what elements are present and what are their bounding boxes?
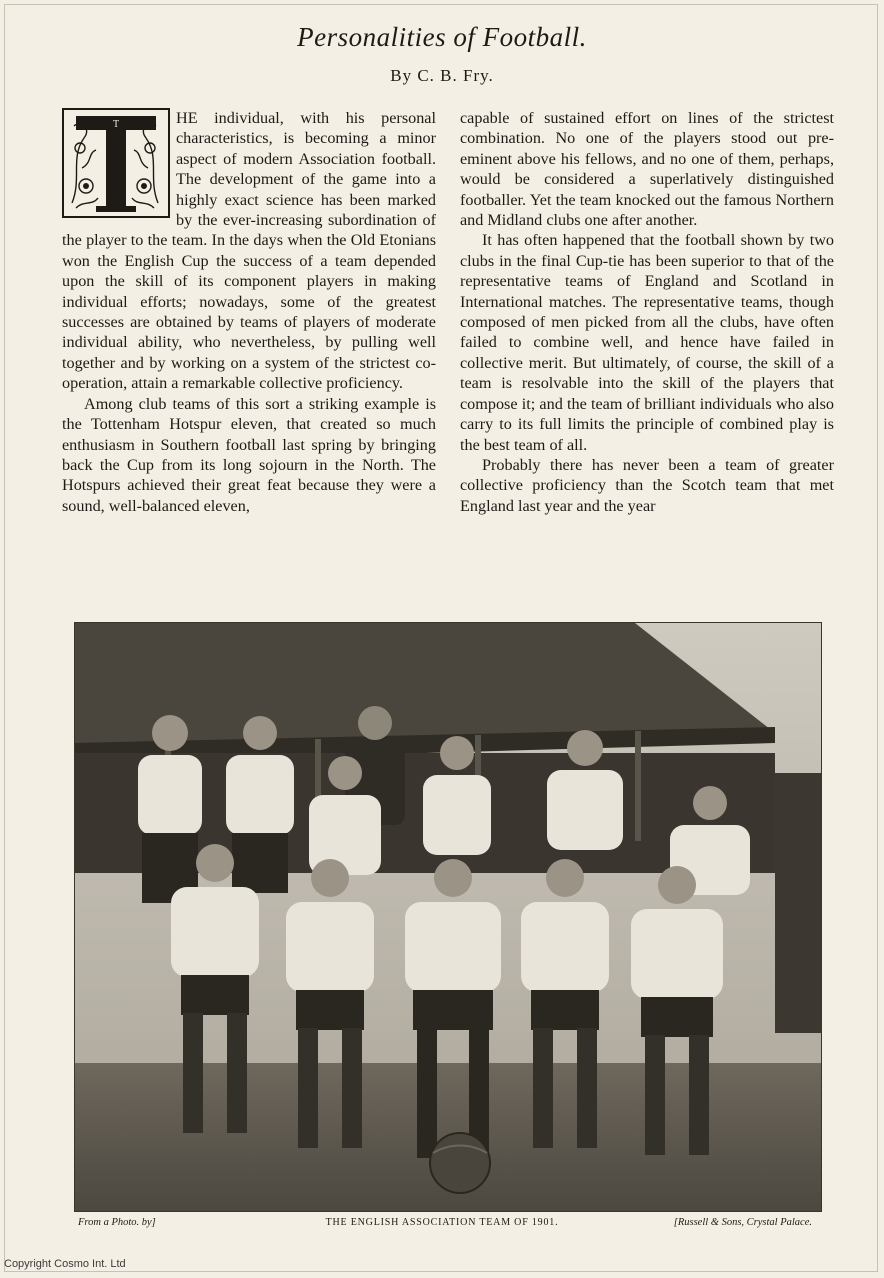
photo-credit-left: From a Photo. by] (78, 1217, 156, 1228)
article-title: Personalities of Football. (297, 22, 587, 52)
paragraph-3: capable of sustained effort on lines of the strictest combination. No one of the players stood out pre-eminent above his fellows, and no one of them, perhaps, would be considered a superlatively distinguished footballer. Yet the team knocked out the famous Northern and Midland clubs one after another. (460, 109, 834, 230)
photo-caption: THE ENGLISH ASSOCIATION TEAM OF 1901. (325, 1217, 559, 1228)
svg-text:T: T (112, 119, 120, 130)
team-photograph (74, 622, 822, 1212)
left-column (62, 108, 436, 516)
right-column (460, 108, 834, 516)
floral-initial-icon (62, 108, 170, 218)
paragraph-5: Probably there has never been a team of greater collective proficiency than the Scotch team that met England last year and the year (460, 455, 834, 515)
paragraph-2: Among club teams of this sort a striking example is the Tottenham Hotspur eleven, that created so much enthusiasm in Southern football last spring by bringing back the Cup from its long sojourn in the North. The Hotspurs achieved their great feat because they were a sound, well-balanced eleven, (62, 394, 436, 515)
paragraph-1: HE individual, with his personal characteristics, is becoming a minor aspect of modern Association football. The development of the game into a highly exact science has been marked by the ever-increasing subordination of the player to the team. In the days when the Old Etonians won the English Cup the success of a team depended upon the skill of its component players in making individual efforts; nowadays, some of the greatest successes are obtained by teams of players of moderate individual ability, who nevertheless, by pulling well together and by working on a system of the strictest co-operation, attain a remarkable collective proficiency. (62, 109, 436, 393)
photo-credit-right: [Russell & Sons, Crystal Palace. (673, 1217, 812, 1228)
copyright-watermark: Copyright Cosmo Int. Ltd (4, 1258, 126, 1270)
ornamental-dropcap (62, 108, 170, 218)
paragraph-4: It has often happened that the football shown by two clubs in the final Cup-tie has been superior to that of the representative teams of England and Scotland in International matches. The representative teams, though composed of men picked from all the clubs, have often failed to combine well, and hence have failed in collective merit. But ultimately, of course, the skill of a team is resolvable into the skill of the players that compose it; and the team of brilliant individuals who also carry to its full limits the principle of combined play is the best team of all. (460, 231, 834, 454)
team-photo-illustration (75, 623, 822, 1212)
article-byline: By C. B. Fry. (390, 66, 494, 85)
football (430, 1133, 490, 1193)
